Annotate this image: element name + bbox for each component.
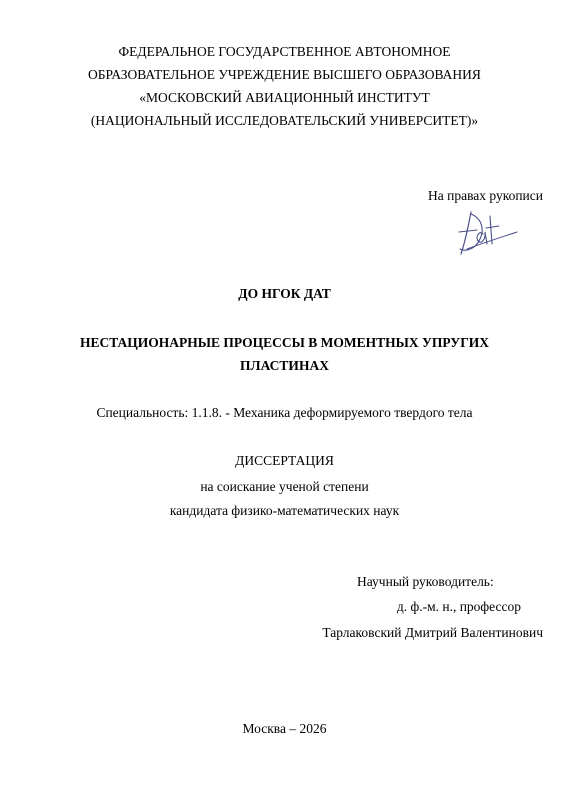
signature-icon <box>447 208 519 258</box>
institution-line-1: ФЕДЕРАЛЬНОЕ ГОСУДАРСТВЕННОЕ АВТОНОМНОЕ <box>118 44 451 59</box>
document-type-title: ДИССЕРТАЦИЯ <box>235 453 334 468</box>
institution-line-3: «МОСКОВСКИЙ АВИАЦИОННЫЙ ИНСТИТУТ <box>139 90 430 105</box>
supervisor-name: Тарлаковский Дмитрий Валентинович <box>322 625 543 640</box>
thesis-title-line-2: ПЛАСТИНАХ <box>240 358 329 373</box>
manuscript-note: На правах рукописи <box>427 188 543 203</box>
city-year-footer: Москва – 2026 <box>242 721 327 736</box>
supervisor-degree: д. ф.-м. н., профессор <box>396 599 521 614</box>
document-type-line-3: кандидата физико-математических наук <box>169 503 400 518</box>
institution-line-4: (НАЦИОНАЛЬНЫЙ ИССЛЕДОВАТЕЛЬСКИЙ УНИВЕРСИТЕТ)» <box>90 113 479 128</box>
thesis-title-line-1: НЕСТАЦИОНАРНЫЕ ПРОЦЕССЫ В МОМЕНТНЫХ УПРУГИХ <box>79 335 490 350</box>
specialty: Специальность: 1.1.8. - Механика деформируемого твердого тела <box>96 405 473 420</box>
supervisor-label: Научный руководитель: <box>357 574 494 589</box>
institution-line-2: ОБРАЗОВАТЕЛЬНОЕ УЧРЕЖДЕНИЕ ВЫСШЕГО ОБРАЗОВАНИЯ <box>88 67 481 82</box>
author-name: ДО НГОК ДАТ <box>238 286 331 301</box>
document-type-line-2: на соискание ученой степени <box>200 479 369 494</box>
